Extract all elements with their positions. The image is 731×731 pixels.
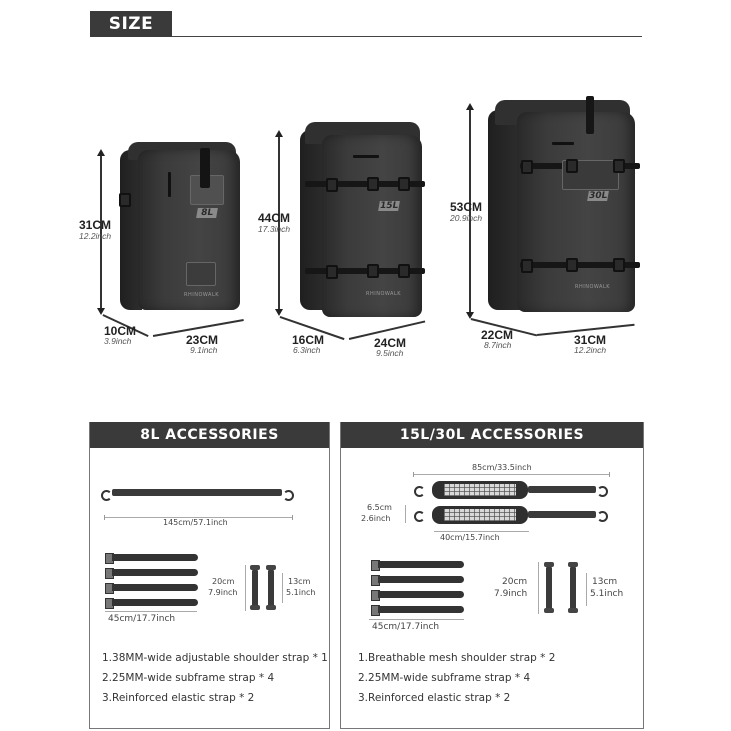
elastic-short-cm: 13cm (592, 577, 618, 587)
depth-cm: 22CM (481, 328, 514, 342)
elastic-end (544, 608, 554, 613)
width-cm: 24CM (374, 336, 407, 350)
measure-line (413, 474, 609, 475)
width-inch: 9.5inch (376, 348, 404, 358)
measure-line (105, 611, 197, 612)
depth-inch: 6.3inch (293, 345, 321, 355)
bag-size-label: 8L (196, 208, 218, 218)
elastic-short-inch: 5.1inch (286, 588, 316, 597)
size-header-rule (172, 36, 642, 37)
bag-zipper (353, 155, 379, 158)
mesh-strap-webbing (528, 486, 596, 493)
bag-body (517, 112, 635, 312)
depth-cm: 10CM (104, 324, 137, 338)
elastic-short-inch: 5.1inch (590, 589, 624, 599)
subframe-strap (112, 599, 198, 606)
elastic-long-inch: 7.9inch (494, 589, 528, 599)
bag-brand: RHINOWALK (575, 284, 611, 290)
accessory-item: 1.Breathable mesh shoulder strap * 2 (358, 652, 556, 664)
bag-zipper (552, 142, 574, 145)
size-section-title: SIZE (90, 11, 172, 37)
bag-buckle (566, 258, 578, 272)
measure-line (586, 573, 587, 606)
pad-length: 40cm/15.7inch (440, 533, 500, 542)
elastic-long-cm: 20cm (212, 577, 235, 586)
subframe-strap (378, 591, 464, 598)
bag-buckle (326, 265, 338, 279)
hook-icon (101, 490, 112, 501)
width-inch: 12.2inch (574, 345, 607, 355)
elastic-end (250, 605, 260, 610)
height-inch: 12.2inch (79, 231, 112, 241)
width-cm: 31CM (574, 333, 607, 347)
pad-width-cm: 6.5cm (367, 503, 392, 512)
arrow-down-icon (275, 309, 283, 316)
bag-brand: RHINOWALK (366, 291, 402, 297)
bag-top-strap (586, 96, 594, 134)
height-cm: 31CM (79, 218, 112, 232)
accessory-list-8l (102, 648, 328, 708)
hook-icon (283, 490, 294, 501)
elastic-end (568, 608, 578, 613)
bag-side-buckle (119, 193, 131, 207)
width-inch: 9.1inch (190, 345, 218, 355)
elastic-strap (252, 570, 258, 606)
measure-line (405, 505, 406, 523)
bag-buckle (613, 159, 625, 173)
bag-buckle (367, 177, 379, 191)
depth-cm: 16CM (292, 333, 325, 347)
panel-title-15l-30l: 15L/30L ACCESSORIES (341, 422, 643, 448)
measure-tick (609, 472, 610, 477)
shoulder-strap (112, 489, 282, 496)
subframe-strap (378, 576, 464, 583)
measure-line (434, 531, 529, 532)
hook-icon (414, 511, 425, 522)
accessory-list-15l-30l (358, 648, 555, 708)
subframe-strap (112, 554, 198, 561)
elastic-strap (546, 567, 552, 609)
panel-title-8l: 8L ACCESSORIES (90, 422, 329, 448)
subframe-strap-length: 45cm/17.7inch (108, 614, 176, 624)
bag-brand: RHINOWALK (184, 292, 220, 298)
measure-line (538, 562, 539, 614)
accessory-item: 1.38MM-wide adjustable shoulder strap * 1 (102, 652, 328, 664)
mesh-panel (444, 509, 516, 521)
bag-body (138, 150, 240, 310)
bag-zipper (168, 172, 171, 197)
bag-buckle (521, 259, 533, 273)
elastic-short-cm: 13cm (288, 577, 311, 586)
hook-icon (597, 511, 608, 522)
depth-inch: 3.9inch (104, 336, 132, 346)
mesh-strap-length: 85cm/33.5inch (472, 463, 532, 472)
bag-pocket (186, 262, 216, 286)
subframe-strap-length: 45cm/17.7inch (372, 622, 440, 632)
bag-buckle (367, 264, 379, 278)
height-cm: 53CM (450, 200, 483, 214)
shoulder-strap-length: 145cm/57.1inch (163, 518, 228, 527)
accessory-item: 2.25MM-wide subframe strap * 4 (358, 672, 531, 684)
bag-buckle (566, 159, 578, 173)
bag-buckle (326, 178, 338, 192)
bag-buckle (398, 177, 410, 191)
elastic-strap (570, 567, 576, 609)
accessory-item: 3.Reinforced elastic strap * 2 (102, 692, 255, 704)
bag-size-label: 15L (378, 201, 400, 211)
bag-buckle (613, 258, 625, 272)
measure-tick (104, 515, 105, 520)
hook-icon (597, 486, 608, 497)
bag-top-strap (200, 148, 210, 188)
measure-line (245, 565, 246, 611)
arrow-up-icon (97, 149, 105, 156)
pad-width-inch: 2.6inch (361, 514, 391, 523)
arrow-up-icon (466, 103, 474, 110)
measure-tick (413, 472, 414, 477)
measure-tick (292, 515, 293, 520)
bag-buckle (521, 160, 533, 174)
measure-line (282, 573, 283, 603)
width-cm: 23CM (186, 333, 219, 347)
hook-icon (414, 486, 425, 497)
measure-line (369, 619, 464, 620)
mesh-strap-webbing (528, 511, 596, 518)
subframe-strap (112, 569, 198, 576)
mesh-panel (444, 484, 516, 496)
height-inch: 17.3inch (258, 224, 291, 234)
elastic-long-inch: 7.9inch (208, 588, 238, 597)
bag-body (322, 135, 422, 317)
subframe-strap (378, 561, 464, 568)
accessory-item: 3.Reinforced elastic strap * 2 (358, 692, 511, 704)
accessory-item: 2.25MM-wide subframe strap * 4 (102, 672, 275, 684)
bag-size-label: 30L (587, 191, 609, 201)
subframe-strap (378, 606, 464, 613)
height-inch: 20.9inch (450, 213, 483, 223)
elastic-strap (268, 570, 274, 606)
subframe-strap (112, 584, 198, 591)
elastic-end (266, 605, 276, 610)
elastic-long-cm: 20cm (502, 577, 528, 587)
arrow-up-icon (275, 130, 283, 137)
depth-inch: 8.7inch (484, 340, 512, 350)
height-cm: 44CM (258, 211, 291, 225)
bag-buckle (398, 264, 410, 278)
